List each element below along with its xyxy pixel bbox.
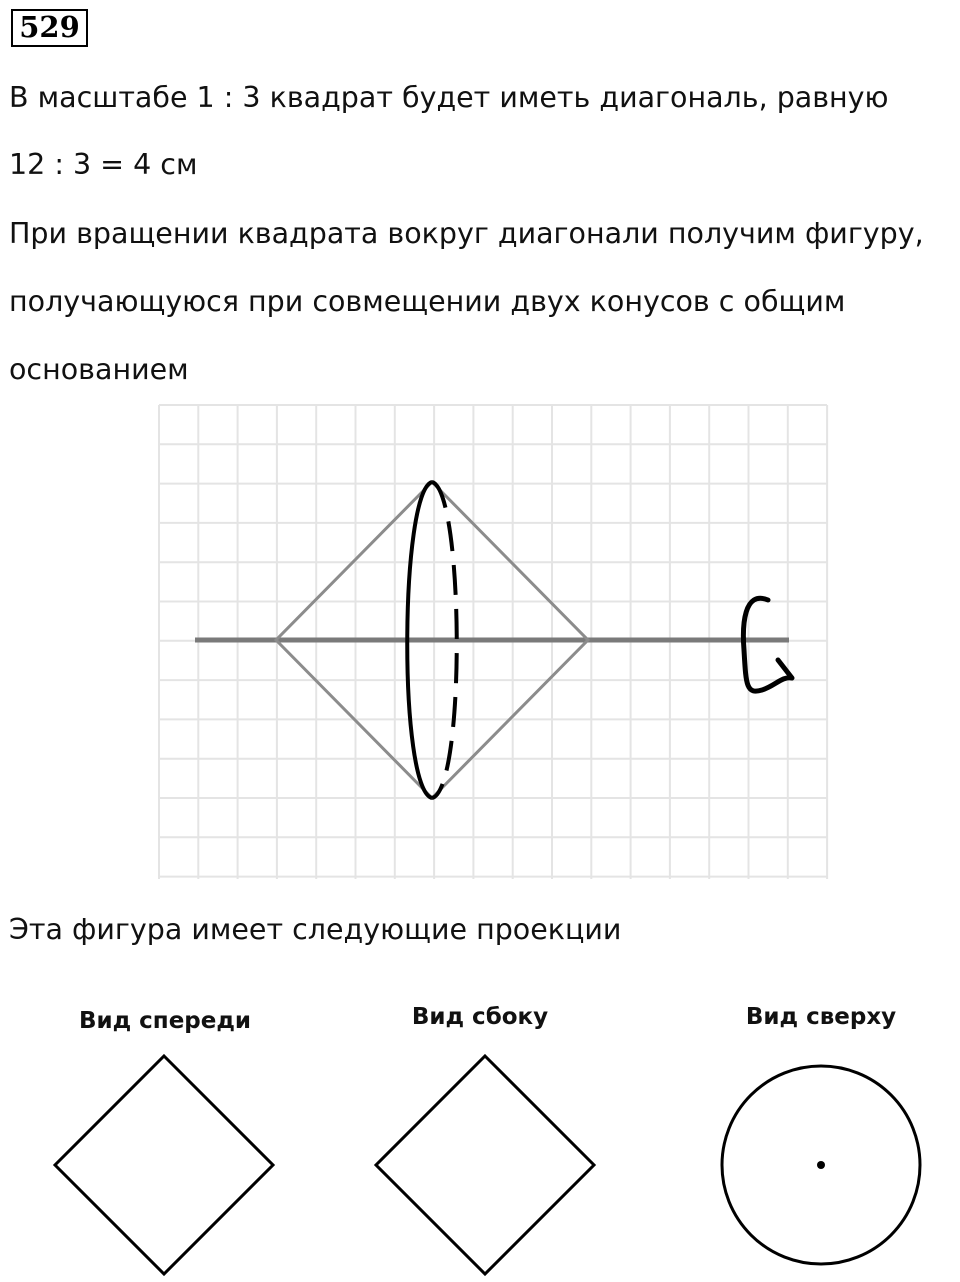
- statement-line-2: 12 : 3 = 4 см: [9, 148, 198, 181]
- problem-number: 529: [11, 9, 88, 47]
- statement-line-4: получающуюся при совмещении двух конусов с общим: [9, 285, 846, 318]
- side-view-title: Вид сбоку: [411, 1004, 549, 1030]
- top-view-center-dot: [817, 1161, 825, 1169]
- front-view-rhombus: [55, 1056, 273, 1274]
- projections-caption: Эта фигура имеет следующие проекции: [9, 913, 622, 946]
- top-view-title: Вид сверху: [745, 1004, 897, 1030]
- side-view-rhombus: [376, 1056, 594, 1274]
- front-view-title: Вид спереди: [78, 1008, 252, 1034]
- rotation-arrow-icon: [743, 598, 792, 691]
- statement-line-3: При вращении квадрата вокруг диагонали получим фигуру,: [9, 217, 924, 250]
- statement-line-1: В масштабе 1 : 3 квадрат будет иметь диагональ, равную: [9, 81, 889, 114]
- statement-line-5: основанием: [9, 353, 189, 386]
